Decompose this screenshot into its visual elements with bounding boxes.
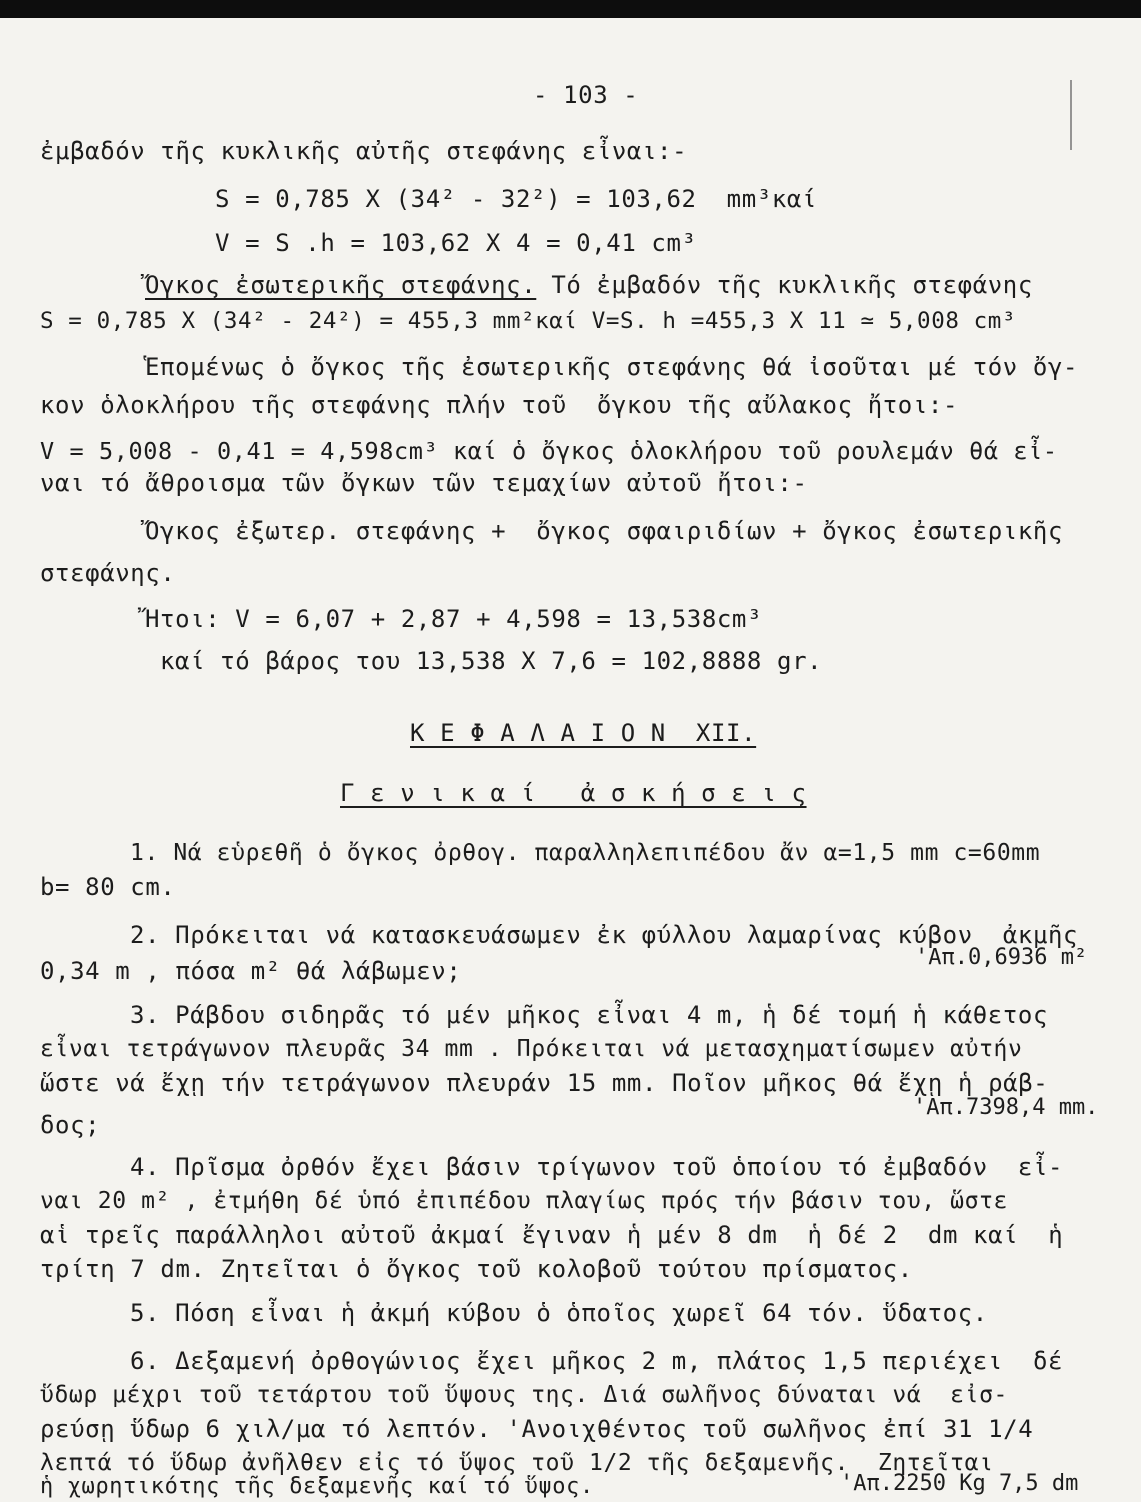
exercise-line: τρίτη 7 dm. Ζητεῖται ὁ ὄγκος τοῦ κολοβοῦ τούτου πρίσματος. <box>40 1255 913 1283</box>
page-number: - 103 - <box>533 81 639 109</box>
exercise-line: 0,34 m , πόσα m² θά λάβωμεν; <box>40 957 462 985</box>
chapter-title: Κ Ε Φ Α Λ Α Ι Ο Ν XII. <box>410 719 757 747</box>
text-line: Ἑπομένως ὁ ὄγκος τῆς ἐσωτερικῆς στεφάνης θά ἰσοῦται μέ τόν ὄγ- <box>145 353 1079 381</box>
exercise-line: ὕδωρ μέχρι τοῦ τετάρτου τοῦ ὕψους της. Διά σωλῆνος δύναται νά εἰσ- <box>40 1382 1008 1408</box>
exercise-line: 1. Νά εὑρεθῆ ὁ ὄγκος ὀρθογ. παραλληλεπιπέδου ἄν α=1,5 mm c=60mm <box>130 840 1041 866</box>
exercise-line: b= 80 cm. <box>40 873 176 901</box>
formula-line: S = 0,785 X (34² - 32²) = 103,62 mm³καί <box>215 185 817 213</box>
text-line: κον ὁλοκλήρου τῆς στεφάνης πλήν τοῦ ὄγκου τῆς αὔλακος ἤτοι:- <box>40 391 959 419</box>
inner-ring-heading-line <box>145 270 1033 300</box>
formula-line: S = 0,785 X (34² - 24²) = 455,3 mm²καί V=S. h =455,3 X 11 ≃ 5,008 cm³ <box>40 308 1017 334</box>
section-title: Γ ε ν ι κ α ί ἀ σ κ ή σ ε ι ς <box>340 779 807 807</box>
exercise-answer: 'Απ.0,6936 m² <box>915 945 1088 970</box>
intro-line: ἐμβαδόν τῆς κυκλικῆς αὐτῆς στεφάνης εἶναι:- <box>40 137 688 165</box>
formula-line: V = S .h = 103,62 X 4 = 0,41 cm³ <box>215 229 697 257</box>
inner-ring-heading: Ὄγκος ἐσωτερικῆς στεφάνης. <box>145 271 537 299</box>
exercise-line: 5. Πόση εἶναι ἡ ἀκμή κύβου ὁ ὁποῖος χωρεῖ 64 τόν. ὕδατος. <box>130 1299 988 1327</box>
text-line: ναι τό ἄθροισμα τῶν ὄγκων τῶν τεμαχίων αὐτοῦ ἤτοι:- <box>40 469 808 497</box>
text-line: V = 5,008 - 0,41 = 4,598cm³ καί ὁ ὄγκος ὁλοκλήρου τοῦ ρουλεμάν θά εἶ- <box>40 437 1058 465</box>
formula-line: Ἤτοι: V = 6,07 + 2,87 + 4,598 = 13,538cm³ <box>145 605 763 633</box>
exercise-line: 4. Πρῖσμα ὀρθόν ἔχει βάσιν τρίγωνον τοῦ ὁποίου τό ἐμβαδόν εἶ- <box>130 1153 1064 1181</box>
exercise-line: ὥστε νά ἔχῃ τήν τετράγωνον πλευράν 15 mm. Ποῖον μῆκος θά ἔχῃ ἡ ράβ- <box>40 1069 1049 1097</box>
formula-line: καί τό βάρος του 13,538 X 7,6 = 102,8888 gr. <box>160 647 823 675</box>
exercise-line: ναι 20 m² , ἐτμήθη δέ ὑπό ἐπιπέδου πλαγίως πρός τήν βάσιν του, ὥστε <box>40 1188 1008 1214</box>
exercise-line: ρεύσῃ ὕδωρ 6 χιλ/μα τό λεπτόν. 'Ανοιχθέντος τοῦ σωλῆνος ἐπί 31 1/4 <box>40 1415 1034 1443</box>
exercise-answer: 'Απ.2250 Kg 7,5 dm <box>840 1471 1079 1496</box>
exercise-line: λεπτά τό ὕδωρ ἀνῆλθεν εἰς τό ὕψος τοῦ 1/2 τῆς δεξαμενῆς. Ζητεῖται <box>40 1450 994 1476</box>
text-line: στεφάνης. <box>40 559 176 587</box>
exercise-line: 3. Ράβδου σιδηρᾶς τό μέν μῆκος εἶναι 4 m, ἡ δέ τομή ἡ κάθετος <box>130 1001 1049 1029</box>
exercise-line: δος; <box>40 1111 101 1139</box>
text-line: Ὄγκος ἐξωτερ. στεφάνης + ὄγκος σφαιριδίων + ὄγκος ἐσωτερικῆς <box>145 517 1064 545</box>
exercise-line: ἡ χωρητικότης τῆς δεξαμενῆς καί τό ὕψος. <box>40 1474 594 1499</box>
exercise-line: 6. Δεξαμενή ὀρθογώνιος ἔχει μῆκος 2 m, πλάτος 1,5 περιέχει δέ <box>130 1347 1064 1375</box>
exercise-answer: 'Απ.7398,4 mm. <box>913 1095 1099 1120</box>
inner-ring-heading-rest: Τό ἐμβαδόν τῆς κυκλικῆς στεφάνης <box>536 271 1033 299</box>
exercise-line: εἶναι τετράγωνον πλευρᾶς 34 mm . Πρόκειται νά μετασχηματίσωμεν αὐτήν <box>40 1036 1023 1062</box>
exercise-line: αἱ τρεῖς παράλληλοι αὐτοῦ ἀκμαί ἔγιναν ἡ μέν 8 dm ἡ δέ 2 dm καί ἡ <box>40 1221 1064 1249</box>
exercise-line: 2. Πρόκειται νά κατασκευάσωμεν ἐκ φύλλου λαμαρίνας κύβον ἀκμῆς <box>130 921 1079 949</box>
